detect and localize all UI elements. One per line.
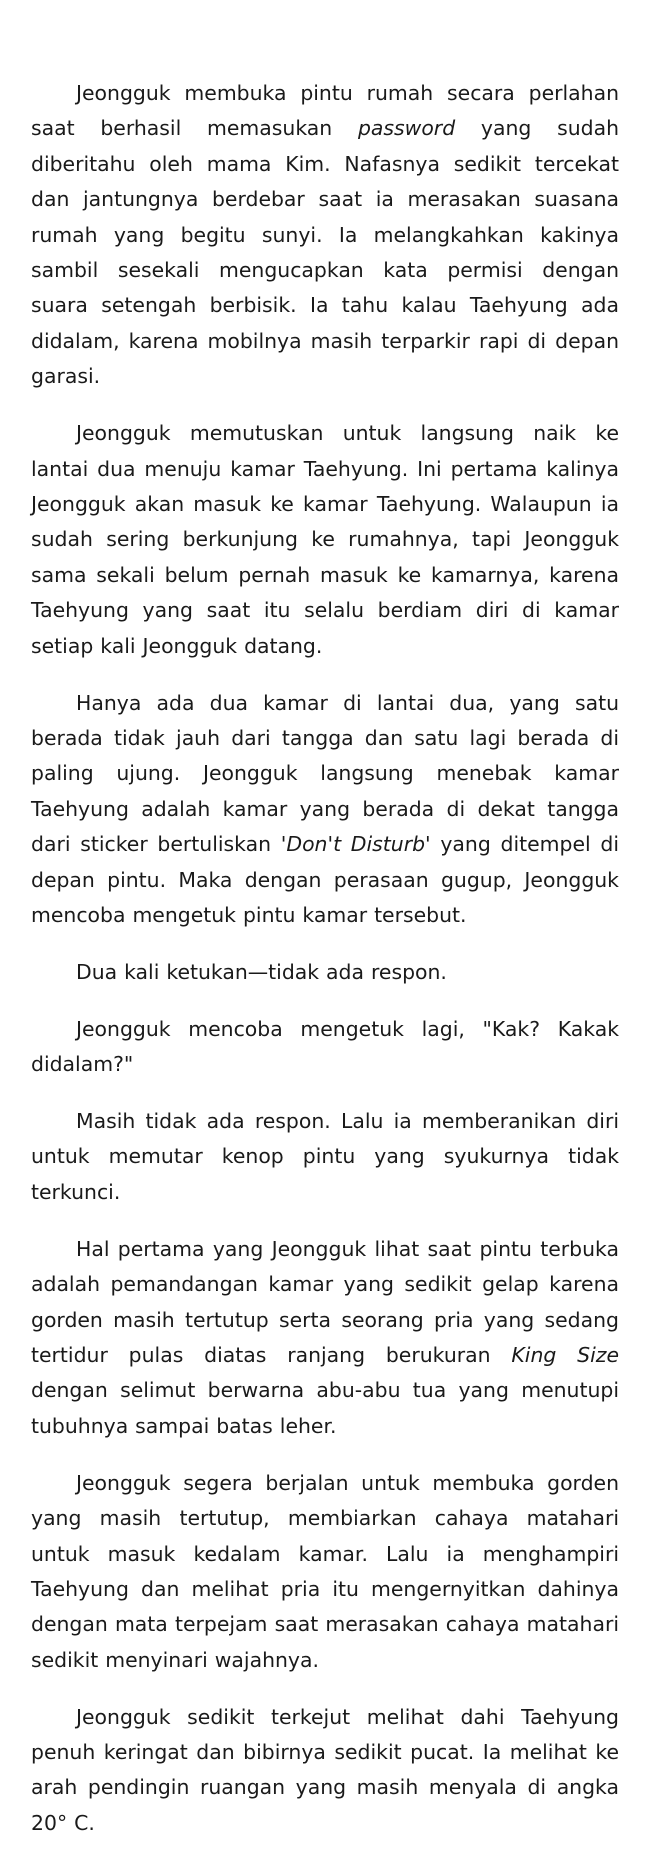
paragraph-5 xyxy=(31,1012,619,1083)
paragraph-7-italic: King Size xyxy=(511,1343,619,1367)
paragraph-8 xyxy=(31,1466,619,1678)
paragraph-3-text-end: yang ditempel di depan pintu. Maka dengan perasaan gugup, Jeongguk mencoba mengetuk pintu kamar tersebut. xyxy=(31,832,619,927)
paragraph-3 xyxy=(31,686,619,934)
paragraph-1-italic: password xyxy=(357,116,456,141)
paragraph-8-text: Jeongguk segera berjalan untuk membuka gorden yang masih tertutup, membiarkan cahaya matahari untuk masuk kedalam kamar. Lalu ia menghampiri Taehyung dan melihat pria itu mengernyitkan dahinya dengan mata terpejam saat merasakan cahaya matahari sedikit menyinari wajahnya. xyxy=(31,1470,619,1672)
paragraph-3-text: Hanya ada dua kamar di lantai dua, yang satu berada tidak jauh dari tangga dan satu lagi berada di paling ujung. Jeongguk langsung menebak kamar Taehyung adalah kamar yang berada di dekat tangga dari sticker bertuliskan xyxy=(31,690,619,857)
paragraph-1 xyxy=(31,76,619,395)
paragraph-1-text-end: yang sudah diberitahu oleh mama Kim. Nafasnya sedikit tercekat dan jantungnya berdebar saat ia merasakan suasana rumah yang begitu sunyi. Ia melangkahkan kakinya sambil sesekali mengucapkan kata permisi dengan suara setengah berbisik. Ia tahu kalau Taehyung ada didalam, karena mobilnya masih terparkir rapi di depan garasi. xyxy=(31,116,619,389)
paragraph-6 xyxy=(31,1104,619,1210)
paragraph-7-text-end: dengan selimut berwarna abu-abu tua yang menutupi tubuhnya sampai batas leher. xyxy=(31,1378,619,1438)
paragraph-7-text: Hal pertama yang Jeongguk lihat saat pintu terbuka adalah pemandangan kamar yang sedikit gelap karena gorden masih tertutup serta seorang pria yang sedang tertidur pulas diatas ranjang berukuran xyxy=(31,1236,619,1367)
paragraph-4-text: Dua kali ketukan—tidak ada respon. xyxy=(76,959,447,984)
paragraph-2 xyxy=(31,416,619,664)
paragraph-1-text: Jeongguk membuka pintu rumah secara perlahan saat berhasil memasukan xyxy=(31,81,619,141)
paragraph-4 xyxy=(31,955,619,990)
paragraph-9 xyxy=(31,1700,619,1842)
paragraph-2-text: Jeongguk memutuskan untuk langsung naik ke lantai dua menuju kamar Taehyung. Ini pertama kalinya Jeongguk akan masuk ke kamar Taehyung. Walaupun ia sudah sering berkunjung ke rumahnya, tapi Jeongguk sama sekali belum pernah masuk ke kamarnya, karena Taehyung yang saat itu selalu berdiam diri di kamar setiap kali Jeongguk datang. xyxy=(31,421,619,658)
paragraph-5-text: Jeongguk mencoba mengetuk lagi, "Kak? Kakak didalam?" xyxy=(31,1016,619,1077)
paragraph-7 xyxy=(31,1232,619,1444)
paragraph-3-italic: 'Don't Disturb' xyxy=(280,832,431,857)
paragraph-9-text: Jeongguk sedikit terkejut melihat dahi Taehyung penuh keringat dan bibirnya sedikit pucat. Ia melihat ke arah pendingin ruangan yang masih menyala di angka 20° C. xyxy=(31,1704,619,1835)
paragraph-6-text: Masih tidak ada respon. Lalu ia memberanikan diri untuk memutar kenop pintu yang syukurnya tidak terkunci. xyxy=(31,1109,619,1204)
